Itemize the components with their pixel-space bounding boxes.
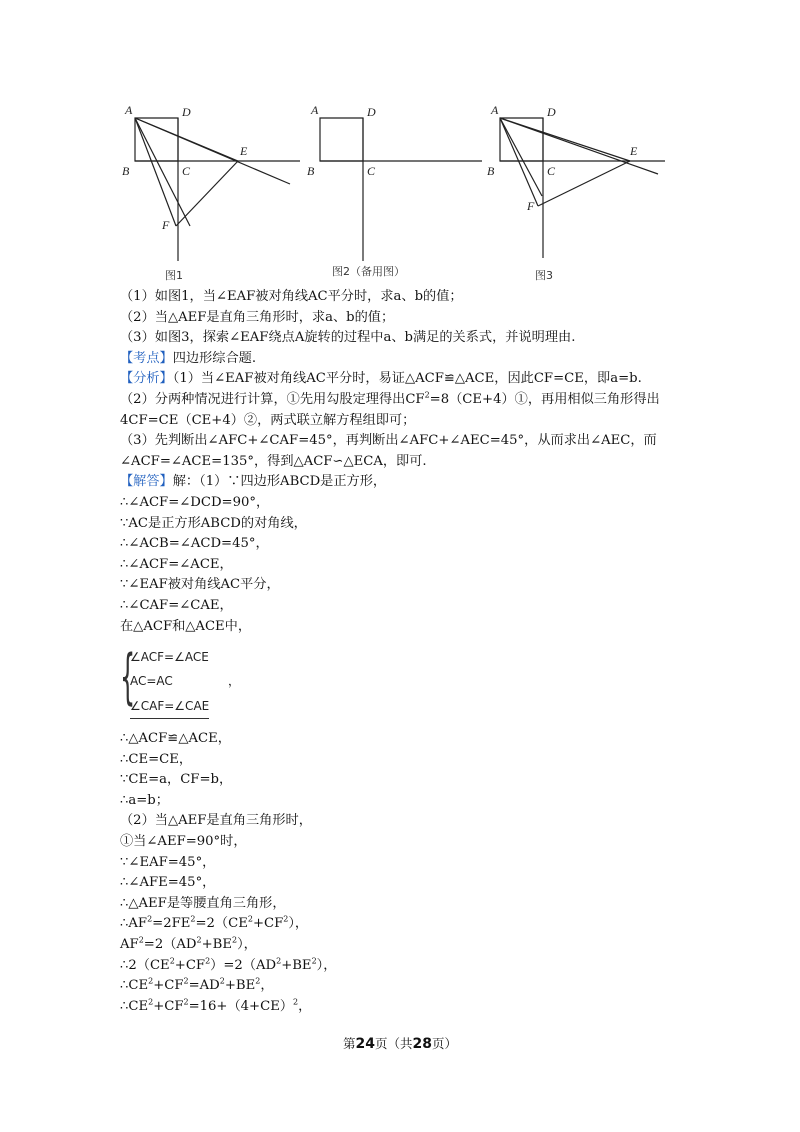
superscript: 2 — [183, 997, 189, 1007]
footer-pre: 第 — [342, 1036, 356, 1051]
fig3-label-b: B — [487, 164, 495, 178]
superscript: 2 — [169, 956, 175, 966]
step-9: ∴CE=CE， — [120, 751, 193, 767]
fig3-caption: 图3 — [535, 269, 553, 282]
jieda-tag: 【解答】 — [120, 474, 173, 490]
solution-text — [120, 287, 700, 1017]
superscript: 2 — [148, 997, 154, 1007]
page-number: 24 — [355, 1036, 375, 1052]
fig3-label-c: C — [547, 164, 556, 178]
footer-mid: 页（共 — [374, 1036, 413, 1051]
superscript: 2 — [231, 935, 238, 945]
question-3: （3）如图3，探索∠EAF绕点A旋转的过程中a、b满足的关系式，并说明理由. — [120, 330, 576, 346]
fig1-label-c: C — [182, 164, 191, 178]
geometry-figures — [110, 96, 670, 286]
fenxi-tag: 【分析】 — [120, 371, 173, 387]
step-15: ∴∠AFE=45°， — [120, 875, 216, 891]
equation-5 — [120, 997, 700, 1018]
brace-icon: { — [120, 642, 136, 713]
equation-system — [120, 642, 700, 721]
step-6: ∴∠CAF=∠CAE， — [120, 597, 233, 613]
fenxi-text-2a: （2）分两种情况进行计算，①先用勾股定理得出CF — [120, 391, 425, 407]
equation-3 — [120, 956, 700, 977]
step-3: ∴∠ACB=∠ACD=45°， — [120, 536, 269, 552]
eq-part: ∴CE — [120, 978, 149, 994]
superscript: 2 — [138, 935, 144, 945]
step-5: ∵∠EAF被对角线AC平分， — [120, 577, 280, 593]
step-11: ∴a=b； — [120, 792, 169, 808]
fig2-label-d: D — [367, 105, 376, 119]
fig1-label-f: F — [162, 218, 170, 232]
fig3-label-f: F — [527, 199, 535, 213]
system-comma: ， — [228, 674, 241, 689]
equation-1 — [120, 914, 700, 935]
fig1-caption: 图1 — [165, 269, 183, 282]
equation-2 — [120, 935, 700, 956]
page-total: 28 — [412, 1036, 432, 1052]
step-7: 在△ACF和△ACE中， — [120, 618, 252, 634]
superscript: 2 — [424, 390, 430, 400]
eq-part: ）， — [237, 937, 257, 953]
fenxi-line-5: ∠ACF=∠ACE=135°，得到△ACF∽△ECA，即可. — [120, 453, 427, 469]
eq-part: =2（CE — [195, 916, 248, 932]
eq-part: ∴2（CE — [120, 957, 170, 973]
jieda-line — [120, 472, 700, 493]
kaodian-line — [120, 349, 700, 370]
fenxi-line-1 — [120, 369, 700, 390]
eq-part: +CF — [252, 916, 284, 932]
equation-4 — [120, 976, 700, 997]
question-2: （2）当△AEF是直角三角形时，求a、b的值； — [120, 309, 395, 325]
system-row-3: ∠CAF=∠CAE — [130, 696, 209, 719]
fenxi-text-1: （1）当∠EAF被对角线AC平分时，易证△ACF≌△ACE，因此CF=CE，即a=b. — [172, 371, 642, 387]
eq-part: +CF — [153, 978, 184, 994]
superscript: 2 — [148, 976, 154, 986]
eq-part: =AD — [188, 978, 220, 994]
question-1: （1）如图1，当∠EAF被对角线AC平分时，求a、b的值； — [120, 289, 463, 304]
superscript: 2 — [311, 956, 317, 966]
eq-part: ∴AF — [120, 916, 148, 932]
fenxi-line-2 — [120, 390, 700, 411]
fig3-label-d: D — [547, 105, 556, 119]
superscript: 2 — [276, 956, 282, 966]
step-16: ∴△AEF是等腰直角三角形， — [120, 895, 286, 911]
step-10: ∵CE=a，CF=b， — [120, 772, 233, 788]
superscript: 2 — [147, 915, 153, 925]
eq-part: =16+（4+CE） — [188, 998, 294, 1014]
system-row-2: AC=AC — [130, 674, 173, 689]
fig2-label-a: A — [311, 103, 319, 117]
superscript: 2 — [205, 956, 211, 966]
figure-1 — [135, 118, 300, 261]
footer-post: 页） — [431, 1036, 457, 1051]
eq-part: ）， — [288, 916, 309, 932]
superscript: 2 — [255, 976, 261, 986]
eq-part: +BE — [224, 978, 256, 994]
step-4: ∴∠ACF=∠ACE， — [120, 556, 233, 572]
step-12: （2）当△AEF是直角三角形时， — [120, 813, 312, 829]
figures — [110, 96, 670, 286]
fenxi-line-4: （3）先判断出∠AFC+∠CAF=45°，再判断出∠AFC+∠AEC=45°，从而求出∠AEC，而 — [120, 433, 657, 449]
superscript: 2 — [283, 915, 289, 925]
step-13: ①当∠AEF=90°时， — [120, 834, 247, 850]
eq-part: +CF — [174, 957, 206, 973]
eq-part: +BE — [201, 937, 232, 953]
fig1-label-e: E — [240, 144, 248, 158]
eq-part: ∴CE — [120, 998, 149, 1014]
superscript: 2 — [293, 997, 299, 1007]
fig3-label-a: A — [491, 103, 499, 117]
fig1-label-d: D — [182, 105, 191, 119]
fig2-label-c: C — [367, 164, 376, 178]
fig2-caption: 图2（备用图） — [332, 265, 405, 278]
fig3-label-e: E — [630, 144, 638, 158]
eq-part: =2FE — [152, 916, 191, 932]
step-2: ∵AC是正方形ABCD的对角线， — [120, 515, 307, 531]
kaodian-tag: 【考点】 — [120, 350, 173, 366]
step-1: ∴∠ACF=∠DCD=90°， — [120, 494, 270, 510]
eq-part: ）=2（AD — [210, 957, 277, 973]
eq-part: ）， — [316, 957, 337, 973]
superscript: 2 — [196, 935, 202, 945]
superscript: 2 — [219, 976, 225, 986]
step-14: ∵∠EAF=45°， — [120, 854, 216, 870]
figure-3 — [500, 118, 665, 258]
eq-part: +BE — [281, 957, 312, 973]
fig1-label-a: A — [125, 103, 133, 117]
fig1-label-b: B — [122, 164, 130, 178]
jieda-text: 解：（1）∵四边形ABCD是正方形， — [172, 474, 387, 490]
eq-part: ， — [298, 998, 312, 1014]
superscript: 2 — [247, 915, 253, 925]
figure-2 — [320, 118, 482, 261]
step-8: ∴△ACF≌△ACE， — [120, 731, 231, 747]
system-row-1: ∠ACF=∠ACE — [130, 650, 209, 665]
superscript: 2 — [183, 976, 189, 986]
fenxi-text-2b: =8（CE+4）①，再用相似三角形得出 — [429, 391, 660, 407]
eq-part: AF — [120, 937, 139, 953]
eq-part: =2（AD — [143, 937, 197, 953]
superscript: 2 — [190, 915, 196, 925]
eq-part: ， — [260, 978, 274, 994]
fenxi-line-3: 4CF=CE（CE+4）②，两式联立解方程组即可； — [120, 412, 416, 428]
kaodian-text: 四边形综合题. — [172, 350, 257, 366]
eq-part: +CF — [153, 998, 184, 1014]
fig2-label-b: B — [307, 164, 315, 178]
page-footer — [0, 1034, 800, 1052]
